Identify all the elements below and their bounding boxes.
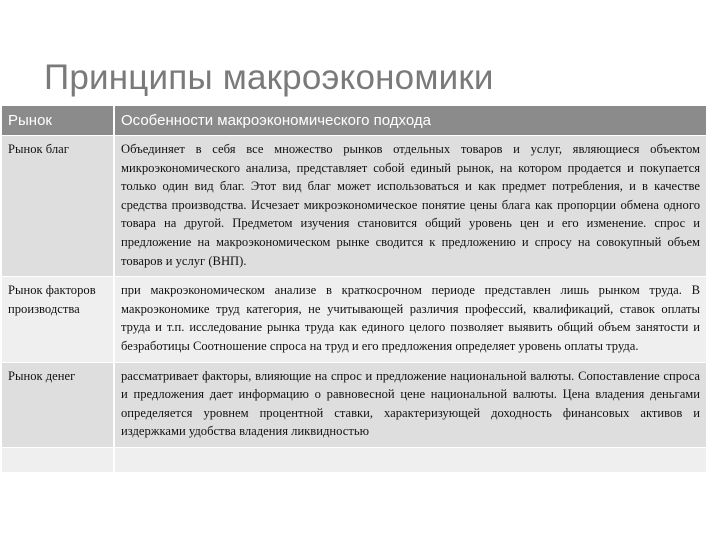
header-features: Особенности макроэкономического подхода bbox=[114, 106, 707, 136]
table-header-row bbox=[2, 106, 707, 136]
empty-cell bbox=[2, 447, 114, 472]
table-row bbox=[2, 136, 707, 277]
table-row bbox=[2, 277, 707, 362]
market-description: рассматривает факторы, влияющие на спрос и предложение национальной валюты. Сопоставление спроса и предложения дает информацию о равновесной цене национальной валюты. Цена владения деньгами определяется уровнем процентной ставки, характеризующей доходность финансовых активов и издержками удобства владения ликвидностью bbox=[114, 362, 707, 447]
slide-title: Принципы макроэкономики bbox=[44, 58, 494, 97]
markets-table bbox=[2, 106, 708, 472]
table-row bbox=[2, 362, 707, 447]
empty-cell bbox=[114, 447, 707, 472]
market-description: Объединяет в себя все множество рынков отдельных товаров и услуг, являющиеся объектом микроэкономического анализа, представляет собой единый рынок, на котором продается и покупается только один вид благ. Этот вид благ может использоваться и как предмет потребления, и в качестве средства производства. Исчезает микроэкономическое понятие цены блага как пропорции обмена одного товара на другой. Предметом изучения становится общий уровень цен и его изменение. спрос и предложение на макроэкономическом рынке сводится к предложению и спросу на совокупный объем товаров и услуг (ВНП). bbox=[114, 136, 707, 277]
market-name: Рынок денег bbox=[2, 362, 114, 447]
top-bar bbox=[0, 0, 720, 30]
market-description: при макроэкономическом анализе в краткосрочном периоде представлен лишь рынком труда. В макроэкономике труд категория, не учитывающей различия профессий, квалификаций, ставок оплаты труда и т.п. исследование рынка труда как единого целого позволяет выявить общий объем занятости и безработицы Соотношение спроса на труд и его предложения определяет уровень оплаты труда. bbox=[114, 277, 707, 362]
market-name: Рынок благ bbox=[2, 136, 114, 277]
table-row-empty bbox=[2, 447, 707, 472]
market-name: Рынок факторов производства bbox=[2, 277, 114, 362]
header-market: Рынок bbox=[2, 106, 114, 136]
